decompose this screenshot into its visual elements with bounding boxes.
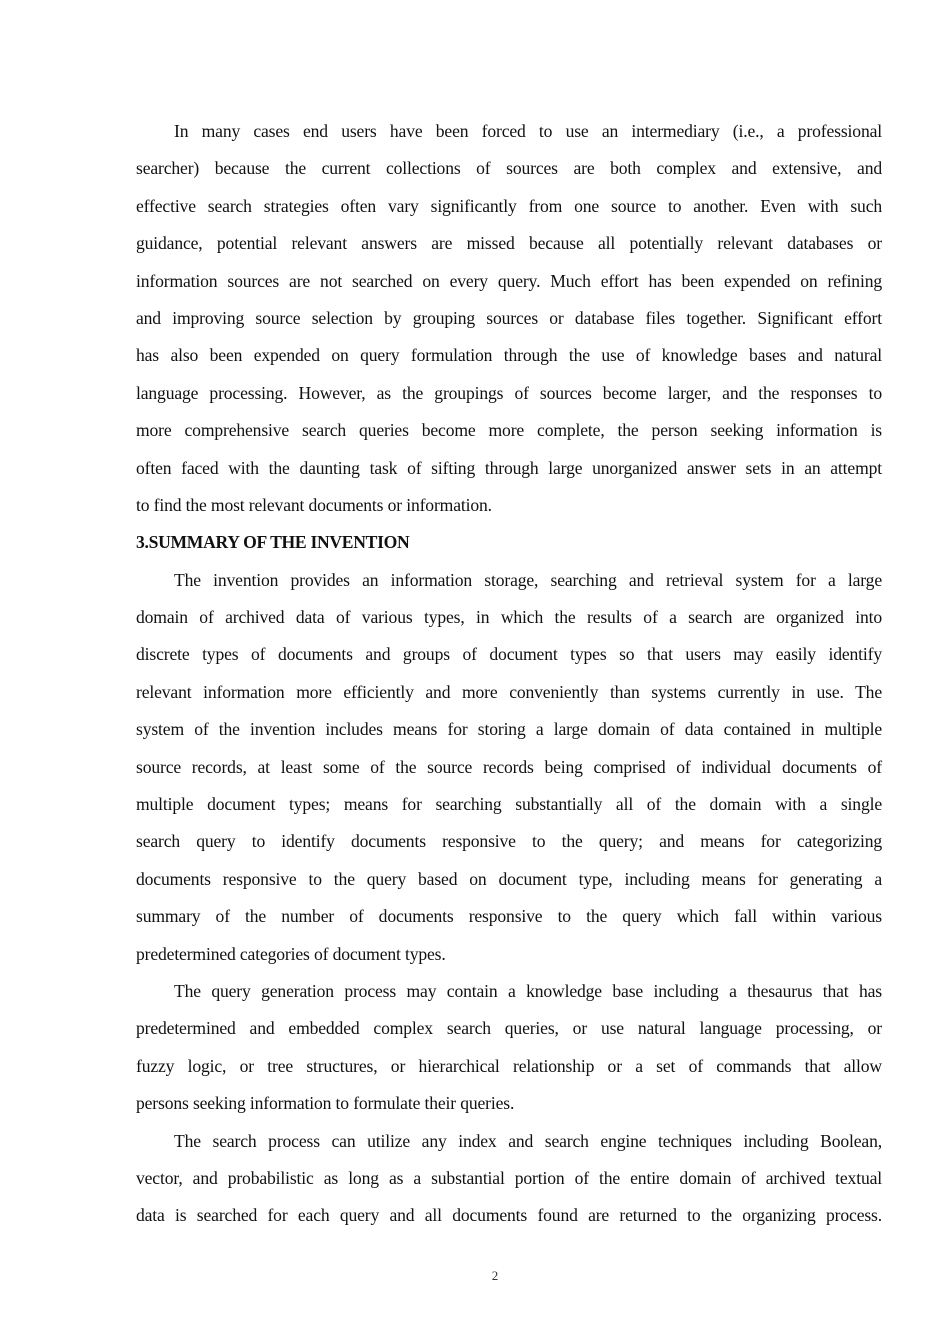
- text-line: domain of archived data of various types, in which the results of a search are organized into: [136, 607, 882, 628]
- text-line: system of the invention includes means for storing a large domain of data contained in multiple: [136, 719, 882, 740]
- paragraph-summary-3: [136, 1128, 882, 1240]
- text-line: predetermined categories of document types.: [136, 943, 446, 964]
- text-line: and improving source selection by grouping sources or database files together. Significant effort: [136, 307, 882, 328]
- text-line: documents responsive to the query based on document type, including means for generating a: [136, 868, 882, 889]
- text-line: fuzzy logic, or tree structures, or hierarchical relationship or a set of commands that allow: [136, 1055, 882, 1076]
- text-line: guidance, potential relevant answers are missed because all potentially relevant databases or: [136, 233, 882, 254]
- text-line: vector, and probabilistic as long as a substantial portion of the entire domain of archived textual: [136, 1167, 882, 1188]
- text-line: In many cases end users have been forced to use an intermediary (i.e., a professional: [174, 121, 882, 141]
- text-line: language processing. However, as the groupings of sources become larger, and the responses to: [136, 382, 882, 403]
- paragraph-summary-2: [136, 978, 882, 1128]
- text-line: often faced with the daunting task of sifting through large unorganized answer sets in an attempt: [136, 457, 882, 478]
- text-line: searcher) because the current collections of sources are both complex and extensive, and: [136, 158, 882, 179]
- text-line: data is searched for each query and all documents found are returned to the organizing process.: [136, 1205, 882, 1226]
- text-line: to find the most relevant documents or information.: [136, 494, 492, 515]
- page-number: 2: [491, 1268, 499, 1283]
- paragraph-summary-1: [136, 567, 882, 978]
- text-line: search query to identify documents responsive to the query; and means for categorizing: [136, 831, 882, 852]
- text-line: information sources are not searched on every query. Much effort has been expended on refining: [136, 270, 882, 291]
- text-line: The search process can utilize any index and search engine techniques including Boolean,: [174, 1130, 882, 1151]
- text-line: summary of the number of documents responsive to the query which fall within various: [136, 906, 882, 927]
- text-line: multiple document types; means for searching substantially all of the domain with a single: [136, 794, 882, 815]
- text-line: relevant information more efficiently and more conveniently than systems currently in use. The: [136, 681, 882, 702]
- text-line: persons seeking information to formulate their queries.: [136, 1093, 515, 1114]
- section-heading: 3.SUMMARY OF THE INVENTION: [136, 532, 410, 553]
- text-line: discrete types of documents and groups of document types so that users may easily identify: [136, 644, 882, 665]
- text-line: predetermined and embedded complex search queries, or use natural language processing, or: [136, 1018, 882, 1039]
- text-line: effective search strategies often vary significantly from one source to another. Even with such: [136, 195, 882, 216]
- paragraph-background: [136, 118, 882, 529]
- text-line: has also been expended on query formulation through the use of knowledge bases and natural: [136, 345, 882, 366]
- text-line: The invention provides an information storage, searching and retrieval system for a large: [174, 569, 882, 590]
- text-line: more comprehensive search queries become more complete, the person seeking information is: [136, 420, 882, 441]
- text-line: source records, at least some of the source records being comprised of individual documents of: [136, 756, 882, 777]
- text-line: The query generation process may contain a knowledge base including a thesaurus that has: [174, 980, 882, 1001]
- document-body: [136, 118, 882, 1240]
